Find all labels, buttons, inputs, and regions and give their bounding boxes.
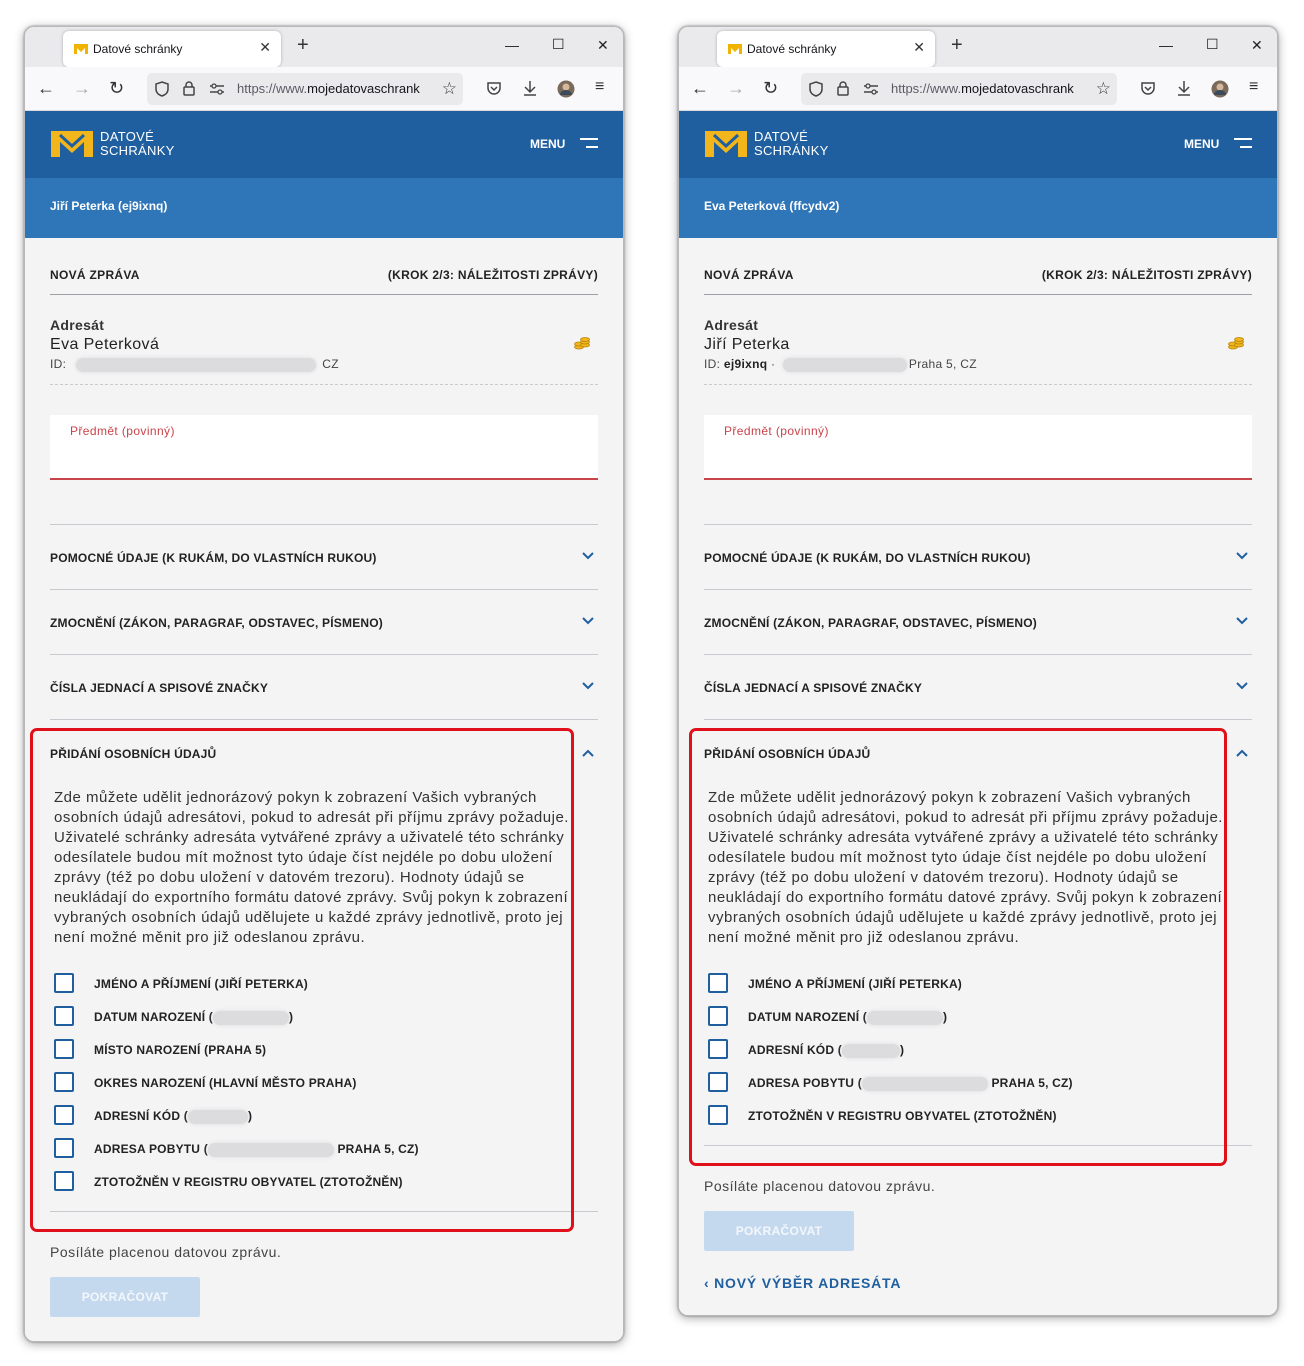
pocket-icon[interactable]: [486, 81, 502, 97]
new-recipient-link[interactable]: ‹ NOVÝ VÝBĚR ADRESÁTA: [704, 1275, 902, 1291]
bookmark-star-icon[interactable]: ☆: [1095, 79, 1111, 98]
checkbox[interactable]: [708, 1072, 728, 1092]
section-description: Zde můžete udělit jednorázový pokyn k zobrazení Vašich vybraných osobních údajů adresátovi, pokud to adresát při příjmu zprávy požaduje. Uživatelé schránky adresáta vytvářené zprávy a uživatelé této schránky odesílatele budou mít možnost tyto údaje číst nejdéle po dobu uložení zprávy (též po dobu uložení v datovém trezoru). Hodnoty údajů se neukládají do exportního formátu datové zprávy. Svůj pokyn k zobrazení vybraných osobních údajů udělujete u každé zprávy jednotlivě, proto jej není možné měnit pro již odeslanou zprávu.: [54, 789, 569, 946]
logo-line2: SCHRÁNKY: [754, 143, 829, 158]
chevron-up-icon[interactable]: [582, 749, 594, 757]
redacted-blur: [867, 1011, 943, 1025]
new-tab-icon[interactable]: +: [951, 34, 963, 56]
browser-tab[interactable]: [63, 31, 281, 67]
download-icon[interactable]: [1176, 80, 1192, 97]
checkbox[interactable]: [708, 973, 728, 993]
subject-label: Předmět (povinný): [70, 424, 175, 438]
page-content: [679, 111, 1277, 1315]
reload-icon[interactable]: ↻: [109, 78, 125, 98]
accordion-label: ZMOCNĚNÍ (ZÁKON, PARAGRAF, ODSTAVEC, PÍSMENO): [704, 616, 1037, 630]
subject-field[interactable]: [704, 415, 1252, 480]
accordion-authorization[interactable]: [50, 590, 598, 655]
account-avatar-icon[interactable]: [557, 80, 575, 98]
checkbox-label[interactable]: [748, 1043, 904, 1058]
step-indicator: (KROK 2/3: NÁLEŽITOSTI ZPRÁVY): [387, 268, 598, 282]
shield-icon[interactable]: [155, 81, 169, 97]
menu-label[interactable]: MENU: [530, 137, 566, 151]
nav-bar: [25, 67, 623, 111]
logo-text[interactable]: [100, 130, 175, 158]
app-menu-icon[interactable]: ≡: [1249, 78, 1259, 95]
redacted-blur: [188, 1110, 248, 1124]
checkbox[interactable]: [54, 1171, 74, 1191]
forward-icon[interactable]: →: [727, 78, 745, 98]
checkbox-label-prefix: ADRESA POBYTU (: [748, 1076, 862, 1090]
recipient-id-suffix: Praha 5, CZ: [908, 357, 977, 371]
url-text[interactable]: [891, 81, 1087, 96]
paid-message-note: Posíláte placenou datovou zprávu.: [50, 1244, 282, 1260]
page-title: NOVÁ ZPRÁVA: [50, 268, 140, 282]
checkbox-row-name[interactable]: [708, 966, 1252, 999]
hamburger-menu-icon[interactable]: [1234, 138, 1252, 150]
section-description: Zde můžete udělit jednorázový pokyn k zobrazení Vašich vybraných osobních údajů adresátovi, pokud to adresát při příjmu zprávy požaduje. Uživatelé schránky adresáta vytvářené zprávy a uživatelé této schránky odesílatele budou mít možnost tyto údaje číst nejdéle po dobu uložení zprávy (též po dobu uložení v datovém trezoru). Hodnoty údajů se neukládají do exportního formátu datové zprávy. Svůj pokyn k zobrazení vybraných osobních údajů udělujete u každé zprávy jednotlivě, proto jej není možné měnit pro již odeslanou zprávu.: [708, 789, 1223, 946]
personal-data-section-header[interactable]: [50, 720, 598, 784]
url-text[interactable]: [237, 81, 433, 96]
checkbox-label-suffix: ): [247, 1109, 253, 1123]
page-content: [25, 111, 623, 1341]
personal-data-checkboxes: [704, 948, 1252, 1145]
bookmark-star-icon[interactable]: ☆: [441, 79, 457, 98]
personal-data-section: [50, 720, 598, 1212]
checkbox-label-suffix: ): [942, 1010, 948, 1024]
datove-schranky-favicon-icon: [73, 43, 89, 55]
recipient-id-value: ej9ixnq: [723, 357, 768, 371]
checkbox-row-residence[interactable]: [708, 1065, 1252, 1098]
checkbox-label[interactable]: [94, 1010, 293, 1025]
recipient-id-suffix: CZ: [322, 357, 339, 371]
redacted-blur: [208, 1143, 334, 1157]
continue-button[interactable]: POKRAČOVAT: [704, 1211, 854, 1251]
account-avatar-icon[interactable]: [1211, 80, 1229, 98]
minimize-icon[interactable]: —: [505, 37, 519, 53]
site-header: [25, 111, 623, 178]
logo-line1: DATOVÉ: [754, 129, 809, 144]
recipient-name: Eva Peterková: [50, 336, 160, 353]
datove-schranky-favicon-icon: [727, 43, 743, 55]
checkbox-label-suffix: PRAHA 5, CZ): [987, 1076, 1073, 1090]
subject-input[interactable]: [724, 445, 1224, 467]
menu-label[interactable]: MENU: [1184, 137, 1220, 151]
checkbox-label[interactable]: JMÉNO A PŘÍJMENÍ (JIŘÍ PETERKA): [94, 977, 309, 991]
section-title: PŘIDÁNÍ OSOBNÍCH ÚDAJŮ: [50, 747, 217, 761]
form-content: [679, 238, 1277, 1291]
chevron-down-icon[interactable]: [1236, 552, 1248, 560]
checkbox-label[interactable]: OKRES NAROZENÍ (HLAVNÍ MĚSTO PRAHA): [94, 1076, 357, 1090]
tab-bar: [679, 27, 1277, 67]
checkbox-row-birth-place[interactable]: [54, 1032, 598, 1065]
recipient-id-prefix: ID:: [704, 357, 724, 371]
recipient-block: [704, 295, 1252, 385]
shield-icon[interactable]: [809, 81, 823, 97]
accordion-reference-numbers[interactable]: [50, 655, 598, 720]
datove-schranky-logo-icon[interactable]: [50, 129, 94, 159]
permissions-icon[interactable]: [209, 83, 225, 95]
user-bar: [25, 178, 623, 238]
logo-line2: SCHRÁNKY: [100, 143, 175, 158]
tab-close-icon[interactable]: ✕: [913, 39, 925, 55]
reload-icon[interactable]: ↻: [763, 78, 779, 98]
checkbox-row-birth-date[interactable]: [54, 999, 598, 1032]
checkbox-row-address-code[interactable]: [708, 1032, 1252, 1065]
continue-button[interactable]: POKRAČOVAT: [50, 1277, 200, 1317]
new-tab-icon[interactable]: +: [297, 34, 309, 56]
checkbox-label-prefix: DATUM NAROZENÍ (: [94, 1010, 213, 1024]
tab-title: Datové schránky: [93, 42, 183, 56]
personal-data-section-header[interactable]: [704, 720, 1252, 784]
checkbox-row-identified[interactable]: [708, 1098, 1252, 1131]
url-bar[interactable]: [147, 73, 463, 105]
checkbox-label-suffix: ): [899, 1043, 905, 1057]
checkbox[interactable]: [54, 1105, 74, 1125]
app-menu-icon[interactable]: ≡: [595, 78, 605, 95]
accordion-label: ČÍSLA JEDNACÍ A SPISOVÉ ZNAČKY: [50, 681, 269, 695]
browser-window-right: [678, 26, 1278, 1316]
url-prefix: https://www.: [891, 81, 962, 96]
checkbox-label[interactable]: ZTOTOŽNĚN V REGISTRU OBYVATEL (ZTOTOŽNĚN): [94, 1175, 403, 1189]
lock-icon[interactable]: [183, 81, 195, 96]
user-name[interactable]: Eva Peterková (ffcydv2): [704, 199, 840, 213]
url-bar[interactable]: [801, 73, 1117, 105]
back-icon[interactable]: ←: [691, 78, 709, 98]
url-domain: mojedatovaschrank: [307, 81, 420, 96]
url-domain: mojedatovaschrank: [961, 81, 1074, 96]
coins-icon: [1228, 337, 1244, 351]
checkbox[interactable]: [54, 1138, 74, 1158]
chevron-down-icon[interactable]: [582, 552, 594, 560]
recipient-id-separator: ·: [767, 357, 779, 371]
chevron-down-icon[interactable]: [582, 617, 594, 625]
maximize-icon[interactable]: ☐: [1206, 36, 1219, 52]
accordion-list: [704, 524, 1252, 1146]
accordion-auxiliary-data[interactable]: [704, 525, 1252, 590]
checkbox-row-name[interactable]: [54, 966, 598, 999]
subject-label: Předmět (povinný): [724, 424, 829, 438]
redacted-blur: [213, 1011, 289, 1025]
subject-input[interactable]: [70, 445, 570, 467]
checkbox-label[interactable]: MÍSTO NAROZENÍ (PRAHA 5): [94, 1043, 267, 1057]
checkbox-label-suffix: PRAHA 5, CZ): [333, 1142, 419, 1156]
chevron-down-icon[interactable]: [582, 682, 594, 690]
personal-data-checkboxes: [50, 948, 598, 1211]
browser-window-left: [24, 26, 624, 1342]
checkbox-label[interactable]: [748, 1076, 1073, 1091]
coins-icon: [574, 337, 590, 351]
tab-bar: [25, 27, 623, 67]
minimize-icon[interactable]: —: [1159, 37, 1173, 53]
checkbox-label-prefix: DATUM NAROZENÍ (: [748, 1010, 867, 1024]
nav-bar: [679, 67, 1277, 111]
page-title: NOVÁ ZPRÁVA: [704, 268, 794, 282]
checkbox-label-prefix: ADRESA POBYTU (: [94, 1142, 208, 1156]
chevron-down-icon[interactable]: [1236, 617, 1248, 625]
accordion-label: ZMOCNĚNÍ (ZÁKON, PARAGRAF, ODSTAVEC, PÍSMENO): [50, 616, 383, 630]
tab-close-icon[interactable]: ✕: [259, 39, 271, 55]
accordion-reference-numbers[interactable]: [704, 655, 1252, 720]
checkbox[interactable]: [54, 1006, 74, 1026]
accordion-label: ČÍSLA JEDNACÍ A SPISOVÉ ZNAČKY: [704, 681, 923, 695]
checkbox-row-address-code[interactable]: [54, 1098, 598, 1131]
section-title: PŘIDÁNÍ OSOBNÍCH ÚDAJŮ: [704, 747, 871, 761]
checkbox-row-residence[interactable]: [54, 1131, 598, 1164]
checkbox[interactable]: [708, 1105, 728, 1125]
checkbox-row-identified[interactable]: [54, 1164, 598, 1197]
accordion-authorization[interactable]: [704, 590, 1252, 655]
logo-text[interactable]: [754, 130, 829, 158]
lock-icon[interactable]: [837, 81, 849, 96]
recipient-label: Adresát: [704, 317, 759, 333]
checkbox-label[interactable]: ZTOTOŽNĚN V REGISTRU OBYVATEL (ZTOTOŽNĚN): [748, 1109, 1057, 1123]
datove-schranky-logo-icon[interactable]: [704, 129, 748, 159]
recipient-name: Jiří Peterka: [704, 336, 790, 353]
chevron-down-icon[interactable]: [1236, 682, 1248, 690]
tab-title: Datové schránky: [747, 42, 837, 56]
checkbox[interactable]: [708, 1039, 728, 1059]
forward-icon[interactable]: →: [73, 78, 91, 98]
logo-line1: DATOVÉ: [100, 129, 155, 144]
checkbox-label-prefix: ADRESNÍ KÓD (: [94, 1109, 188, 1123]
recipient-id-prefix: ID:: [50, 357, 67, 371]
redacted-blur: [783, 358, 907, 372]
recipient-label: Adresát: [50, 317, 105, 333]
site-header: [679, 111, 1277, 178]
redacted-blur: [76, 358, 316, 372]
form-content: [25, 238, 623, 1317]
accordion-list: [50, 524, 598, 1212]
checkbox[interactable]: [54, 973, 74, 993]
user-name[interactable]: Jiří Peterka (ej9ixnq): [50, 199, 168, 213]
url-prefix: https://www.: [237, 81, 308, 96]
form-title-row: [704, 238, 1252, 295]
redacted-blur: [862, 1077, 988, 1091]
checkbox[interactable]: [708, 1006, 728, 1026]
close-window-icon[interactable]: ✕: [1251, 37, 1263, 53]
pocket-icon[interactable]: [1140, 81, 1156, 97]
accordion-label: POMOCNÉ ÚDAJE (K RUKÁM, DO VLASTNÍCH RUKOU): [704, 551, 1031, 565]
recipient-id: [704, 357, 977, 372]
checkbox-label[interactable]: [748, 1010, 947, 1025]
recipient-id: [50, 357, 339, 372]
form-title-row: [50, 238, 598, 295]
browser-tab[interactable]: [717, 31, 935, 67]
checkbox-row-birth-district[interactable]: [54, 1065, 598, 1098]
recipient-block: [50, 295, 598, 385]
checkbox-label[interactable]: [94, 1109, 252, 1124]
chevron-up-icon[interactable]: [1236, 749, 1248, 757]
checkbox-label[interactable]: [94, 1142, 419, 1157]
back-icon[interactable]: ←: [37, 78, 55, 98]
subject-field[interactable]: [50, 415, 598, 480]
accordion-label: POMOCNÉ ÚDAJE (K RUKÁM, DO VLASTNÍCH RUKOU): [50, 551, 377, 565]
close-window-icon[interactable]: ✕: [597, 37, 609, 53]
checkbox[interactable]: [54, 1039, 74, 1059]
checkbox-label-suffix: ): [288, 1010, 294, 1024]
hamburger-menu-icon[interactable]: [580, 138, 598, 150]
redacted-blur: [842, 1044, 900, 1058]
maximize-icon[interactable]: ☐: [552, 36, 565, 52]
checkbox-row-birth-date[interactable]: [708, 999, 1252, 1032]
checkbox-label[interactable]: JMÉNO A PŘÍJMENÍ (JIŘÍ PETERKA): [748, 977, 963, 991]
permissions-icon[interactable]: [863, 83, 879, 95]
user-bar: [679, 178, 1277, 238]
step-indicator: (KROK 2/3: NÁLEŽITOSTI ZPRÁVY): [1041, 268, 1252, 282]
paid-message-note: Posíláte placenou datovou zprávu.: [704, 1178, 936, 1194]
accordion-auxiliary-data[interactable]: [50, 525, 598, 590]
checkbox[interactable]: [54, 1072, 74, 1092]
download-icon[interactable]: [522, 80, 538, 97]
personal-data-section: [704, 720, 1252, 1146]
checkbox-label-prefix: ADRESNÍ KÓD (: [748, 1043, 842, 1057]
